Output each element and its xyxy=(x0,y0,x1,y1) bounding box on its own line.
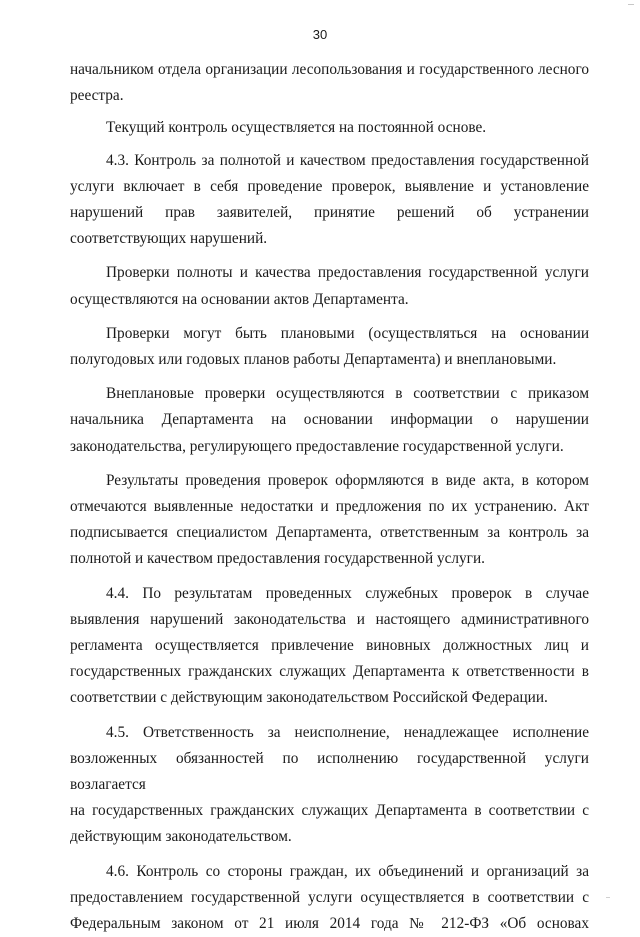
text-line: осуществляются на основании актов Департамента. xyxy=(70,290,409,308)
text-line: отмечаются выявленные недостатки и предложения по их устранению. Акт xyxy=(70,498,589,516)
text-line: Внеплановые проверки осуществляются в соответствии с приказом xyxy=(106,385,589,403)
text-line: полугодовых или годовых планов работы Департамента) и внеплановыми. xyxy=(70,351,557,369)
text-line: на государственных гражданских служащих Департамента в соответствии с xyxy=(70,802,589,820)
text-line: Результаты проведения проверок оформляются в виде акта, в котором xyxy=(106,471,589,489)
text-line: соответствующих нарушений. xyxy=(70,230,268,248)
text-line: нарушений прав заявителей, принятие решений об устранении xyxy=(70,204,589,222)
text-line: услуги включает в себя проведение проверок, выявление и установление xyxy=(70,177,589,195)
paragraph xyxy=(70,57,589,109)
text-line: начальника Департамента на основании информации о нарушении xyxy=(70,411,589,429)
text-line: законодательства, регулирующего предоставление государственной услуги. xyxy=(70,437,564,455)
text-line: регламента осуществляется привлечение виновных должностных лиц и xyxy=(70,637,589,655)
paragraph xyxy=(70,468,589,573)
text-line: выявления нарушений законодательства и настоящего административного xyxy=(70,610,589,628)
paragraph xyxy=(70,381,589,460)
paragraph xyxy=(70,321,589,373)
text-line: Федеральным законом от 21 июля 2014 года № 212-ФЗ «Об основах xyxy=(70,915,589,933)
text-line: Текущий контроль осуществляется на постоянной основе. xyxy=(106,119,487,137)
section-4-3 xyxy=(70,148,589,253)
text-line: полнотой и качеством предоставления государственной услуги. xyxy=(70,550,485,568)
page-number: 30 xyxy=(312,27,328,42)
text-line: возложенных обязанностей по исполнению государственной услуги возлагается xyxy=(70,749,589,794)
text-line: предоставлением государственной услуги осуществляется в соответствии с xyxy=(70,888,589,906)
text-line: подписывается специалистом Департамента, ответственным за контроль за xyxy=(70,524,589,542)
text-line: 4.6. Контроль со стороны граждан, их объединений и организаций за xyxy=(106,862,589,880)
section-4-4 xyxy=(70,581,589,712)
text-line: 4.4. По результатам проведенных служебных проверок в случае xyxy=(106,584,589,602)
paragraph xyxy=(70,260,589,312)
paragraph xyxy=(70,115,589,141)
text-line: начальником отдела организации лесопользования и государственного лесного xyxy=(70,61,589,78)
text-line: действующим законодательством. xyxy=(70,828,292,846)
text-line: соответствии с действующим законодательством Российской Федерации. xyxy=(70,689,548,707)
text-line: Проверки могут быть плановыми (осуществляться на основании xyxy=(106,324,589,342)
scan-mark xyxy=(628,4,634,7)
section-4-6 xyxy=(70,859,589,937)
text-line: 4.3. Контроль за полнотой и качеством предоставления государственной xyxy=(106,151,589,169)
section-4-5 xyxy=(70,720,589,851)
text-line: 4.5. Ответственность за неисполнение, ненадлежащее исполнение xyxy=(106,723,589,741)
document-body xyxy=(70,57,589,937)
text-line: Проверки полноты и качества предоставления государственной услуги xyxy=(106,264,589,282)
scan-mark xyxy=(606,897,610,899)
text-line: государственных гражданских служащих Департамента к ответственности в xyxy=(70,663,589,681)
text-line: реестра. xyxy=(70,87,124,105)
